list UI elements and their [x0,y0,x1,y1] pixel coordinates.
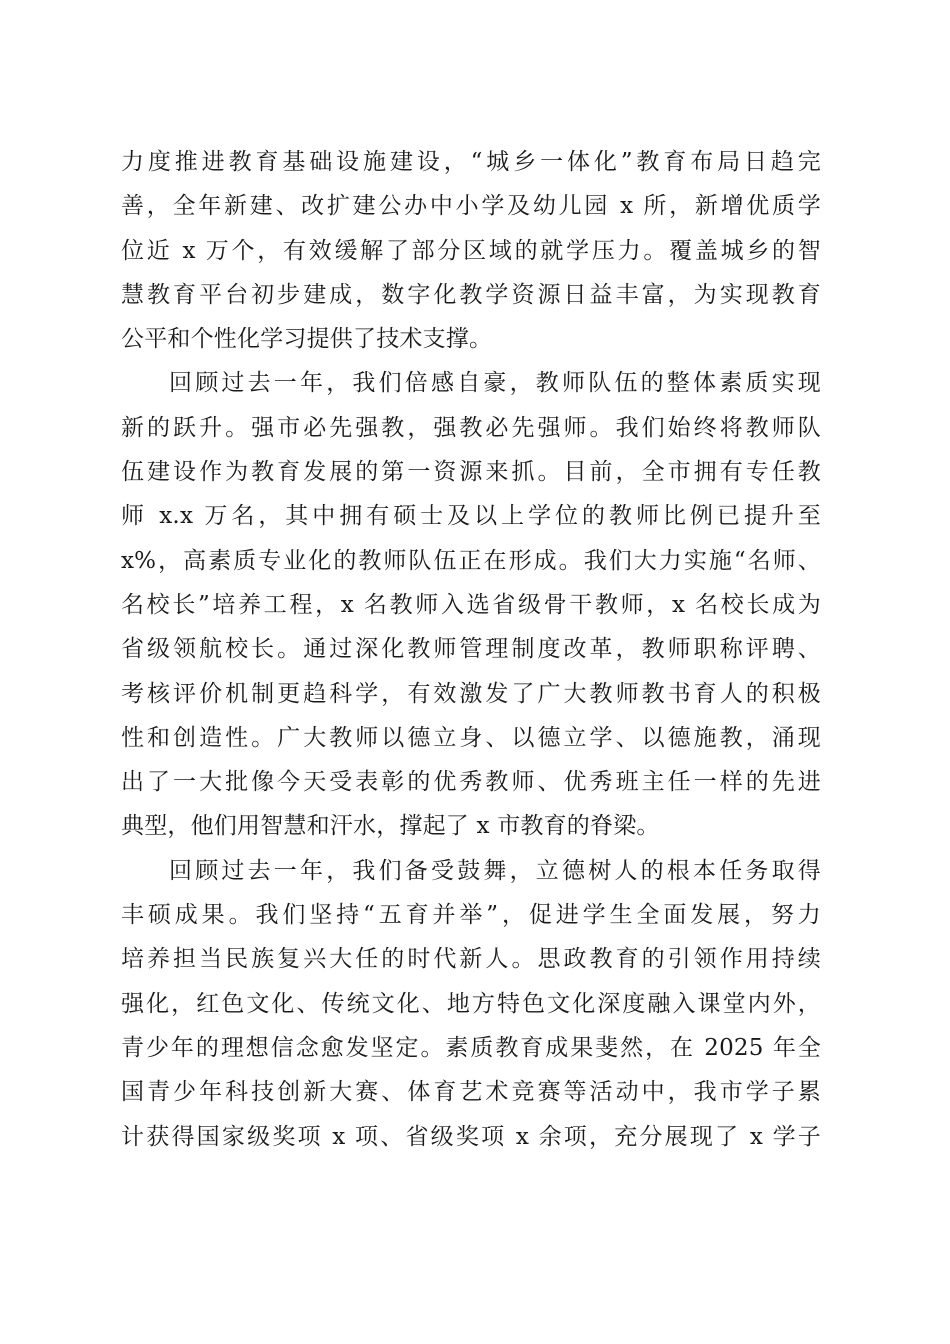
text-line: 慧教育平台初步建成，数字化教学资源日益丰富，为实现教育 [121,281,821,308]
text-line: 位近 x 万个，有效缓解了部分区域的就学压力。覆盖城乡的智 [121,237,821,264]
text-line: 善，全年新建、改扩建公办中小学及幼儿园 x 所，新增优质学 [121,193,821,220]
text-line: 名校长”培养工程，x 名教师入选省级骨干教师，x 名校长成为 [121,591,821,618]
text-line: 考核评价机制更趋科学，有效激发了广大教师教书育人的积极 [121,680,821,707]
text-line: 性和创造性。广大教师以德立身、以德立学、以德施教，涌现 [121,724,821,751]
text-line: 国青少年科技创新大赛、体育艺术竞赛等活动中，我市学子累 [121,1079,821,1106]
text-line: 培养担当民族复兴大任的时代新人。思政教育的引领作用持续 [121,946,821,973]
text-line: 回顾过去一年，我们倍感自豪，教师队伍的整体素质实现 [169,370,821,397]
text-line: 公平和个性化学习提供了技术支撑。 [121,326,493,353]
text-line: 出了一大批像今天受表彰的优秀教师、优秀班主任一样的先进 [121,769,821,796]
text-line: 力度推进教育基础设施建设，“城乡一体化”教育布局日趋完 [121,149,821,175]
text-line: 伍建设作为教育发展的第一资源来抓。目前，全市拥有专任教 [121,459,821,486]
text-line: 回顾过去一年，我们备受鼓舞，立德树人的根本任务取得 [169,857,821,884]
body-text [121,140,821,1159]
text-line: 强化，红色文化、传统文化、地方特色文化深度融入课堂内外， [121,990,821,1017]
text-line: 丰硕成果。我们坚持“五育并举”，促进学生全面发展，努力 [121,902,821,929]
text-line: 新的跃升。强市必先强教，强教必先强师。我们始终将教师队 [121,414,821,441]
text-line: 师 x.x 万名，其中拥有硕士及以上学位的教师比例已提升至 [121,503,821,530]
text-line: x%，高素质专业化的教师队伍正在形成。我们大力实施“名师、 [121,547,821,574]
text-line: 青少年的理想信念愈发坚定。素质教育成果斐然，在 2025 年全 [121,1034,821,1061]
text-line: 计获得国家级奖项 x 项、省级奖项 x 余项，充分展现了 x 学子 [121,1123,821,1150]
text-line: 省级领航校长。通过深化教师管理制度改革，教师职称评聘、 [121,636,821,663]
text-line: 典型，他们用智慧和汗水，撑起了 x 市教育的脊梁。 [121,813,660,840]
